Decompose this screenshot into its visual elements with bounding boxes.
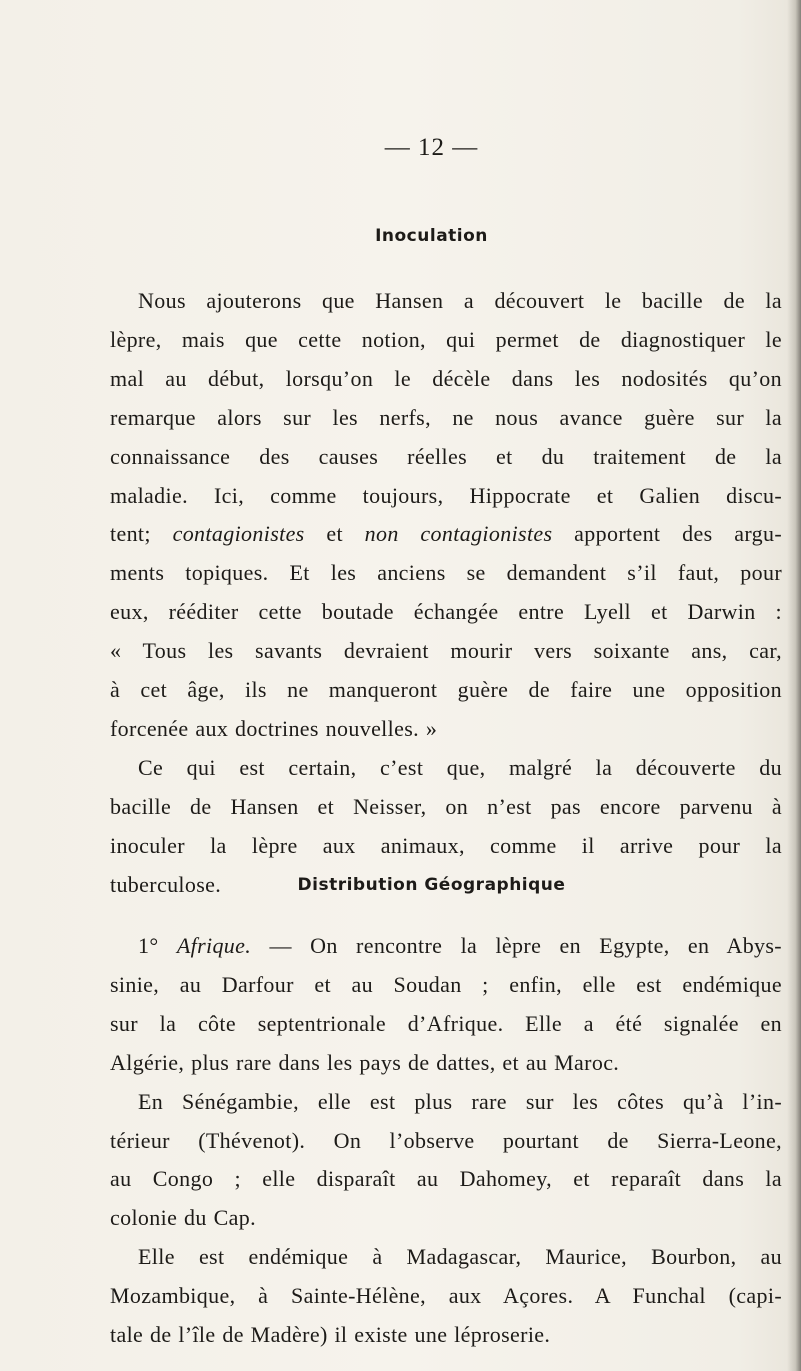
page-number: — 12 — — [384, 134, 479, 161]
text-line: colonie du Cap. — [110, 1205, 256, 1231]
text-line: inoculer la lèpre aux animaux, comme il arrive pour la — [110, 832, 782, 858]
section-heading-distribution: Distribution Géographique — [297, 875, 566, 895]
text-line: lèpre, mais que cette notion, qui permet de diagnostiquer le — [110, 326, 782, 352]
text-line: mal au début, lorsqu’on le décèle dans les nodosités qu’on — [110, 365, 782, 391]
text-line: eux, rééditer cette boutade échangée entre Lyell et Darwin : — [110, 599, 782, 625]
text-line: tuberculose. — [110, 871, 222, 897]
text-line: sur la côte septentrionale d’Afrique. Elle a été signalée en — [110, 1010, 782, 1036]
italic-term: contagionistes — [172, 521, 305, 547]
text-line: ments topiques. Et les anciens se demandent s’il faut, pour — [110, 560, 782, 586]
list-number: 1° — [138, 933, 159, 958]
section-heading-inoculation: Inoculation — [375, 226, 488, 246]
text-line: connaissance des causes réelles et du traitement de la — [110, 443, 782, 469]
text-run: et — [304, 521, 365, 547]
paragraph — [110, 282, 782, 749]
text-line: tale de l’île de Madère) il existe une léproserie. — [110, 1322, 551, 1348]
text-line-mixed — [110, 515, 782, 554]
section-body-distribution — [110, 927, 782, 1355]
text-line: Elle est endémique à Madagascar, Maurice, Bourbon, au — [138, 1244, 782, 1270]
text-run: — On rencontre la lèpre en Egypte, en Abys- — [251, 933, 782, 958]
paragraph — [110, 1083, 782, 1239]
text-line: « Tous les savants devraient mourir vers soixante ans, car, — [110, 638, 782, 664]
text-line: térieur (Thévenot). On l’observe pourtant de Sierra-Leone, — [110, 1127, 782, 1153]
text-line: Algérie, plus rare dans les pays de dattes, et au Maroc. — [110, 1049, 620, 1075]
text-line: Nous ajouterons que Hansen a découvert le bacille de la — [138, 288, 782, 313]
italic-term: Afrique. — [176, 933, 252, 958]
text-line-mixed — [110, 927, 782, 966]
text-line: remarque alors sur les nerfs, ne nous avance guère sur la — [110, 404, 782, 430]
text-line: bacille de Hansen et Neisser, on n’est pas encore parvenu à — [110, 793, 782, 819]
italic-term: non contagionistes — [364, 521, 553, 547]
paragraph — [110, 927, 782, 1083]
text-line: Mozambique, à Sainte-Hélène, aux Açores. A Funchal (capi- — [110, 1283, 782, 1309]
text-run: apportent des argu- — [552, 521, 783, 547]
text-line: à cet âge, ils ne manqueront guère de faire une opposition — [110, 677, 782, 703]
text-line: En Sénégambie, elle est plus rare sur les côtes qu’à l’in- — [138, 1088, 782, 1114]
text-line: forcenée aux doctrines nouvelles. » — [110, 715, 438, 741]
text-line: Ce qui est certain, c’est que, malgré la découverte du — [138, 754, 782, 780]
text-line: maladie. Ici, comme toujours, Hippocrate et Galien discu- — [110, 482, 782, 508]
paragraph — [110, 1238, 782, 1355]
text-line: au Congo ; elle disparaît au Dahomey, et reparaît dans la — [110, 1166, 782, 1192]
page-edge-shadow — [787, 0, 801, 1371]
text-line: sinie, au Darfour et au Soudan ; enfin, elle est endémique — [110, 971, 782, 997]
text-run: tent; — [110, 521, 173, 547]
section-body-inoculation — [110, 282, 782, 905]
